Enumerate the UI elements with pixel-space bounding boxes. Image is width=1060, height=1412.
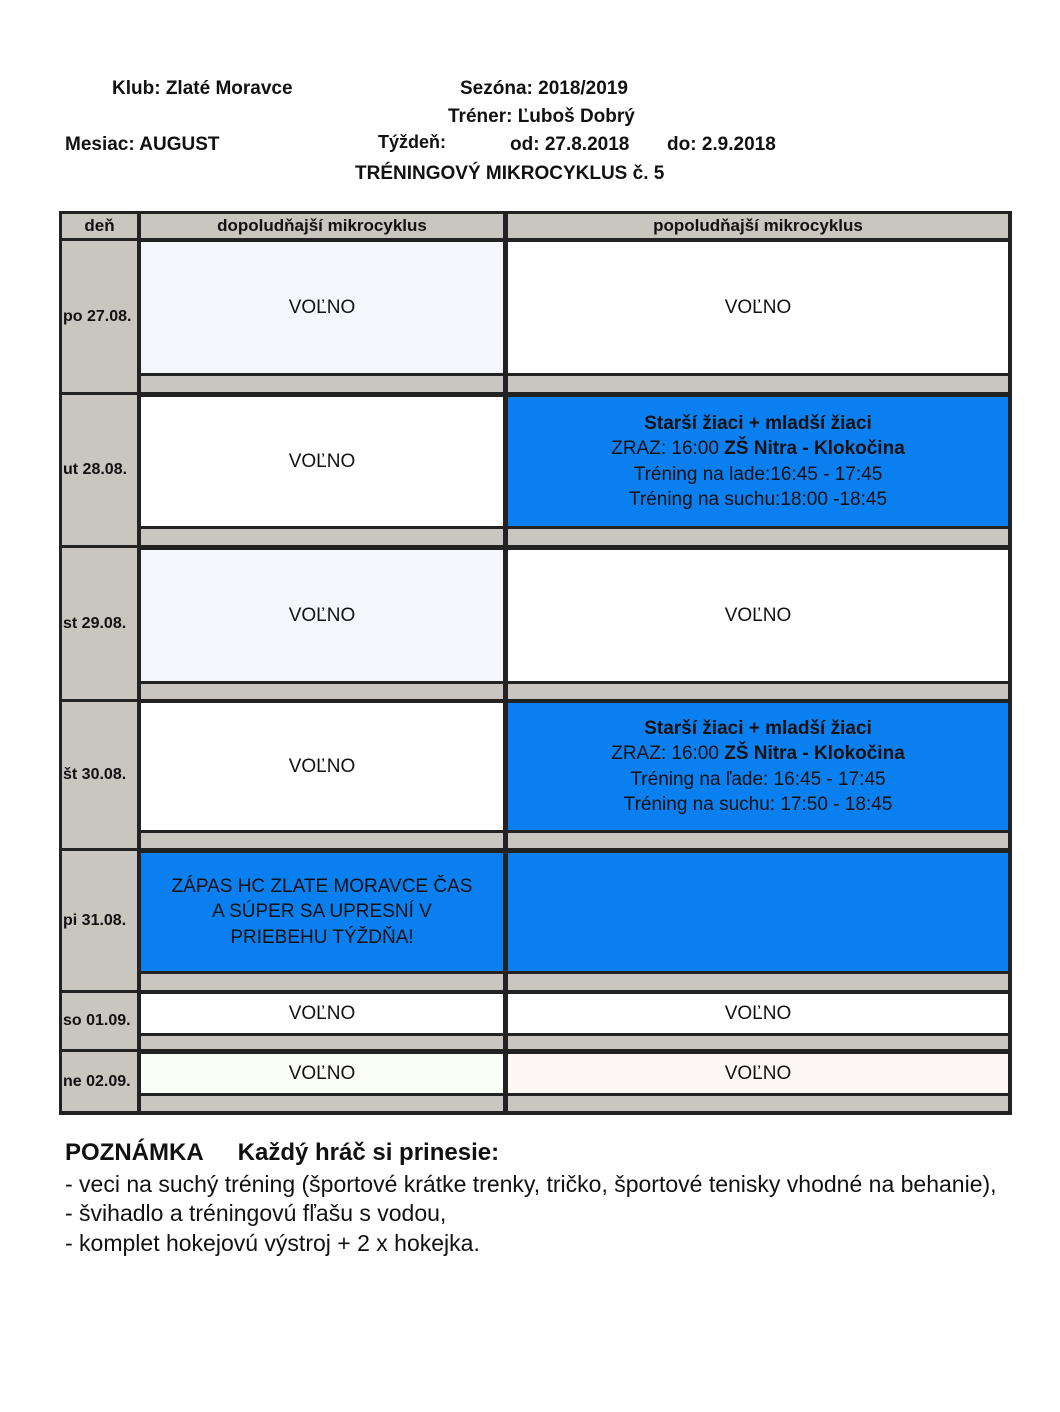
day-label: st 29.08. bbox=[62, 548, 137, 699]
morning-cell: VOĽNO bbox=[141, 397, 503, 526]
dry-training: Tréning na suchu: 17:50 - 18:45 bbox=[623, 794, 893, 815]
club-name: Klub: Zlaté Moravce bbox=[112, 78, 293, 99]
row-spacer bbox=[141, 529, 503, 545]
note-section bbox=[65, 1138, 1025, 1258]
month: Mesiac: AUGUST bbox=[65, 134, 220, 155]
day-label: št 30.08. bbox=[62, 702, 137, 848]
afternoon-cell: VOĽNO bbox=[508, 242, 1008, 373]
note-heading: Každý hráč si prinesie: bbox=[237, 1139, 500, 1166]
schedule-table bbox=[59, 211, 1012, 1115]
column-header-day: deň bbox=[62, 214, 137, 238]
ice-training: Tréning na ľade: 16:45 - 17:45 bbox=[630, 768, 886, 790]
dry-training: Tréning na suchu:18:00 -18:45 bbox=[628, 489, 888, 510]
column-header-afternoon: popoludňajší mikrocyklus bbox=[508, 214, 1008, 238]
week-from: od: 27.8.2018 bbox=[510, 134, 630, 155]
row-spacer bbox=[141, 974, 503, 990]
row-spacer bbox=[141, 1036, 503, 1049]
page-title: TRÉNINGOVÝ MIKROCYKLUS č. 5 bbox=[355, 163, 665, 184]
morning-cell: VOĽNO bbox=[141, 242, 503, 373]
day-label: so 01.09. bbox=[62, 993, 137, 1049]
match-note-line: ZÁPAS HC ZLATE MORAVCE ČAS bbox=[171, 875, 473, 897]
row-spacer bbox=[508, 974, 1008, 990]
season: Sezóna: 2018/2019 bbox=[460, 78, 628, 99]
week-label: Týždeň: bbox=[378, 132, 447, 152]
row-spacer bbox=[141, 684, 503, 699]
match-note-line: PRIEBEHU TÝŽDŇA! bbox=[230, 926, 414, 948]
row-spacer bbox=[508, 833, 1008, 848]
day-label: po 27.08. bbox=[62, 241, 137, 392]
morning-cell: VOĽNO bbox=[141, 550, 503, 681]
meeting-time: ZRAZ: 16:00 bbox=[611, 438, 725, 459]
row-spacer bbox=[141, 376, 503, 392]
training-group: Starší žiaci + mladší žiaci bbox=[644, 717, 872, 739]
row-spacer bbox=[508, 529, 1008, 545]
day-label: pi 31.08. bbox=[62, 851, 137, 990]
meeting-place: ZŠ Nitra - Klokočina bbox=[724, 438, 905, 459]
training-group: Starší žiaci + mladší žiaci bbox=[644, 412, 872, 434]
row-spacer bbox=[508, 376, 1008, 392]
row-spacer bbox=[141, 1096, 503, 1111]
morning-cell: VOĽNO bbox=[141, 1054, 503, 1093]
afternoon-cell-training bbox=[508, 703, 1008, 830]
afternoon-cell: VOĽNO bbox=[508, 994, 1008, 1033]
row-spacer bbox=[508, 1036, 1008, 1049]
day-label: ut 28.08. bbox=[62, 395, 137, 545]
afternoon-cell: VOĽNO bbox=[508, 1054, 1008, 1093]
afternoon-cell: VOĽNO bbox=[508, 550, 1008, 681]
row-spacer bbox=[141, 833, 503, 848]
morning-cell-match bbox=[141, 853, 503, 971]
match-note-line: A SÚPER SA UPRESNÍ V bbox=[212, 901, 432, 923]
week-to: do: 2.9.2018 bbox=[667, 134, 776, 155]
afternoon-cell-training bbox=[508, 397, 1008, 526]
column-header-morning: dopoludňajší mikrocyklus bbox=[141, 214, 503, 238]
row-spacer bbox=[508, 684, 1008, 699]
ice-training: Tréning na lade:16:45 - 17:45 bbox=[633, 463, 883, 485]
note-item: - veci na suchý tréning (športové krátke trenky, tričko, športové tenisky vhodné na behanie), bbox=[65, 1170, 997, 1197]
day-label: ne 02.09. bbox=[62, 1052, 137, 1111]
coach: Tréner: Ľuboš Dobrý bbox=[448, 106, 635, 127]
meeting-time: ZRAZ: 16:00 bbox=[611, 743, 725, 764]
meeting-place: ZŠ Nitra - Klokočina bbox=[724, 743, 905, 764]
row-spacer bbox=[508, 1096, 1008, 1111]
note-item: - švihadlo a tréningovú fľašu s vodou, bbox=[65, 1200, 447, 1226]
morning-cell: VOĽNO bbox=[141, 994, 503, 1033]
morning-cell: VOĽNO bbox=[141, 703, 503, 830]
note-item: - komplet hokejovú výstroj + 2 x hokejka. bbox=[65, 1229, 480, 1256]
note-label: POZNÁMKA bbox=[65, 1139, 204, 1166]
afternoon-cell bbox=[508, 853, 1008, 971]
